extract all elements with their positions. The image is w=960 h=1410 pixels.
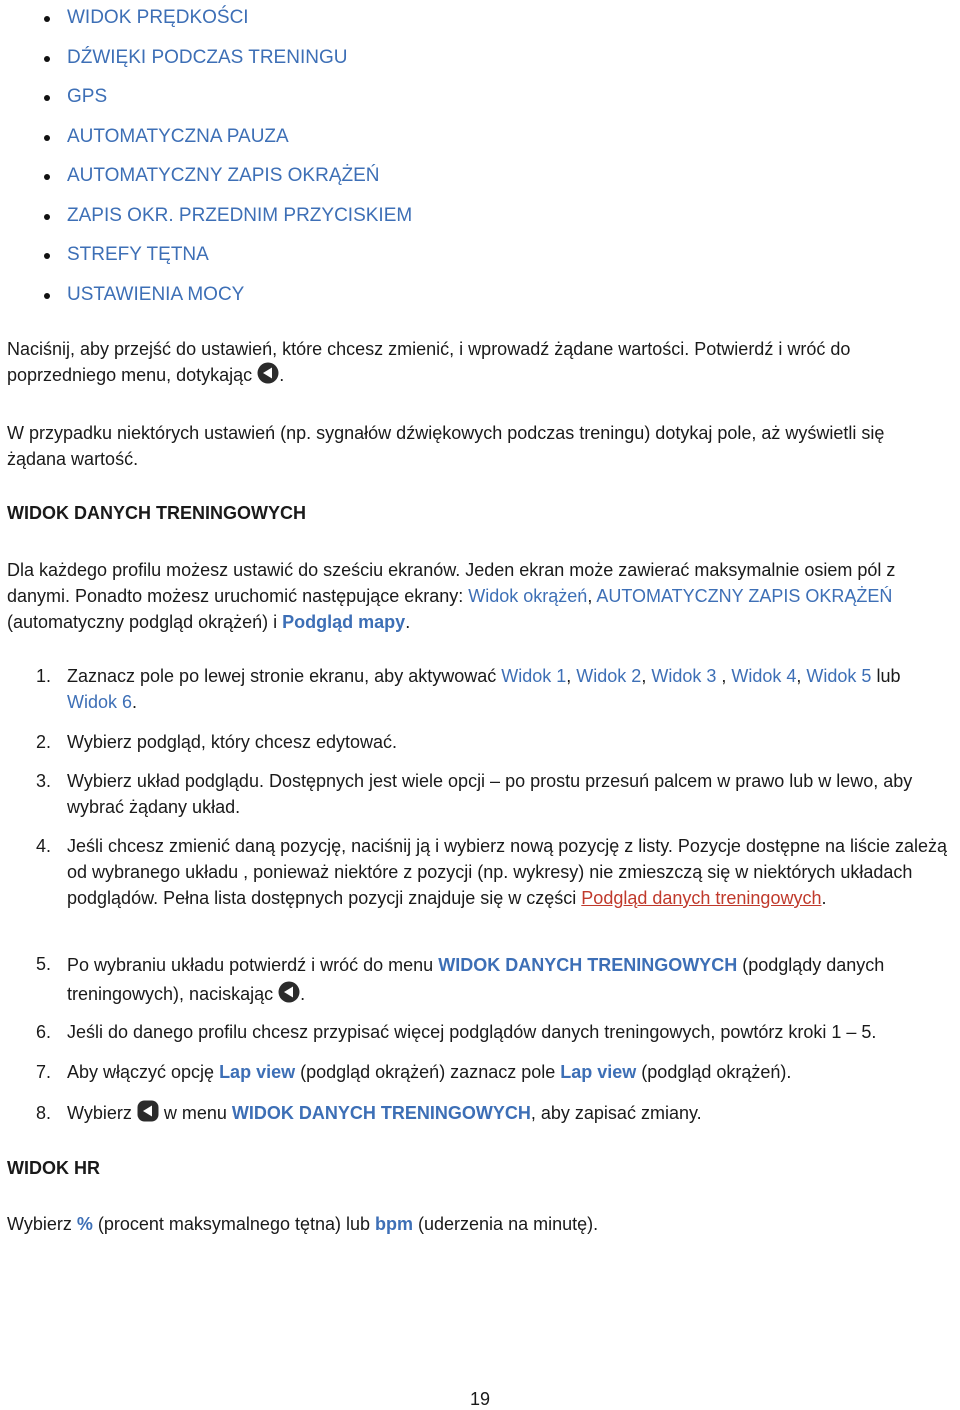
view-1-label: Widok 1 <box>501 666 567 686</box>
paragraph-instructions: Naciśnij, aby przejść do ustawień, które chcesz zmienić, i wprowadź żądane wartości. Potwierdź i wróć do poprzedniego menu, dotykając . <box>7 339 851 385</box>
lap-view-label: Lap view <box>560 1062 637 1082</box>
section-heading-training-view: WIDOK DANYCH TRENINGOWYCH <box>7 503 306 523</box>
link-autolap[interactable]: AUTOMATYCZNY ZAPIS OKRĄŻEŃ <box>596 586 893 606</box>
view-2-label: Widok 2 <box>576 666 642 686</box>
view-6-label: Widok 6 <box>67 692 133 712</box>
menu-ref-training-view: WIDOK DANYCH TRENINGOWYCH <box>231 1103 531 1123</box>
save-icon <box>137 1100 159 1122</box>
menu-item-front-button-lap[interactable]: ZAPIS OKR. PRZEDNIM PRZYCISKIEM <box>44 202 412 242</box>
menu-ref-training-view: WIDOK DANYCH TRENINGOWYCH <box>438 955 738 975</box>
step-2: 2. Wybierz podgląd, który chcesz edytować. <box>36 732 397 752</box>
step-4: 4. Jeśli chcesz zmienić daną pozycję, naciśnij ją i wybierz nową pozycję z listy. Pozycje dostępne na liście zależą od wybranego układu , ponieważ niektóre z pozycji (np. wykresy) nie zmieszczą się w niektórych układach podglądów. Pełna lista dostępnych pozycji znajduje się w części Podgląd danych treningowych. <box>36 836 948 908</box>
menu-item-power-settings[interactable]: USTAWIENIA MOCY <box>44 281 412 321</box>
step-1: 1. Zaznacz pole po lewej stronie ekranu, aby aktywować Widok 1, Widok 2, Widok 3 , Widok 4, Widok 5 lub Widok 6. <box>36 666 901 712</box>
paragraph-training-view: Dla każdego profilu możesz ustawić do sześciu ekranów. Jeden ekran może zawierać maksymalnie osiem pól z danymi. Ponadto możesz uruchomić następujące ekrany: Widok okrążeń, AUTOMATYCZNY ZAPIS OKRĄŻEŃ (automatyczny podgląd okrążeń) i Podgląd mapy. <box>7 560 896 632</box>
bpm-option: bpm <box>375 1214 414 1234</box>
page-number: 19 <box>469 1389 491 1409</box>
step-6: 6. Jeśli do danego profilu chcesz przypisać więcej podglądów danych treningowych, powtórz kroki 1 – 5. <box>36 1022 877 1042</box>
lap-view-label: Lap view <box>219 1062 296 1082</box>
paragraph-hr-view: Wybierz % (procent maksymalnego tętna) lub bpm (uderzenia na minutę). <box>7 1214 599 1234</box>
menu-item-hr-zones[interactable]: STREFY TĘTNA <box>44 241 412 281</box>
link-training-data-view[interactable]: Podgląd danych treningowych <box>581 888 822 908</box>
link-map-view[interactable]: Podgląd mapy <box>282 612 406 632</box>
view-5-label: Widok 5 <box>806 666 872 686</box>
menu-item-gps[interactable]: GPS <box>44 83 412 123</box>
menu-item-speed-view[interactable]: WIDOK PRĘDKOŚCI <box>44 4 412 44</box>
percent-option: % <box>76 1214 93 1234</box>
menu-item-autopause[interactable]: AUTOMATYCZNA PAUZA <box>44 123 412 163</box>
menu-item-autolap[interactable]: AUTOMATYCZNY ZAPIS OKRĄŻEŃ <box>44 162 412 202</box>
section-heading-hr-view: WIDOK HR <box>7 1158 100 1178</box>
back-arrow-icon <box>257 362 279 384</box>
step-8: 8. Wybierz w menu WIDOK DANYCH TRENINGOWYCH, aby zapisać zmiany. <box>36 1100 951 1126</box>
view-4-label: Widok 4 <box>731 666 797 686</box>
view-3-label: Widok 3 <box>651 666 717 686</box>
settings-menu-list <box>44 4 412 320</box>
paragraph-note: W przypadku niektórych ustawień (np. sygnałów dźwiękowych podczas treningu) dotykaj pole, aż wyświetli się żądana wartość. <box>7 423 885 469</box>
menu-item-training-sounds[interactable]: DŹWIĘKI PODCZAS TRENINGU <box>44 44 412 84</box>
step-5: 5. Po wybraniu układu potwierdź i wróć do menu WIDOK DANYCH TRENINGOWYCH (podglądy danych treningowych), naciskając . <box>36 954 885 1004</box>
step-3: 3. Wybierz układ podglądu. Dostępnych jest wiele opcji – po prostu przesuń palcem w prawo lub w lewo, aby wybrać żądany układ. <box>36 771 913 817</box>
back-arrow-icon <box>278 981 300 1003</box>
link-lap-view[interactable]: Widok okrążeń <box>468 586 588 606</box>
step-7: 7. Aby włączyć opcję Lap view (podgląd okrążeń) zaznacz pole Lap view (podgląd okrążeń). <box>36 1062 792 1082</box>
